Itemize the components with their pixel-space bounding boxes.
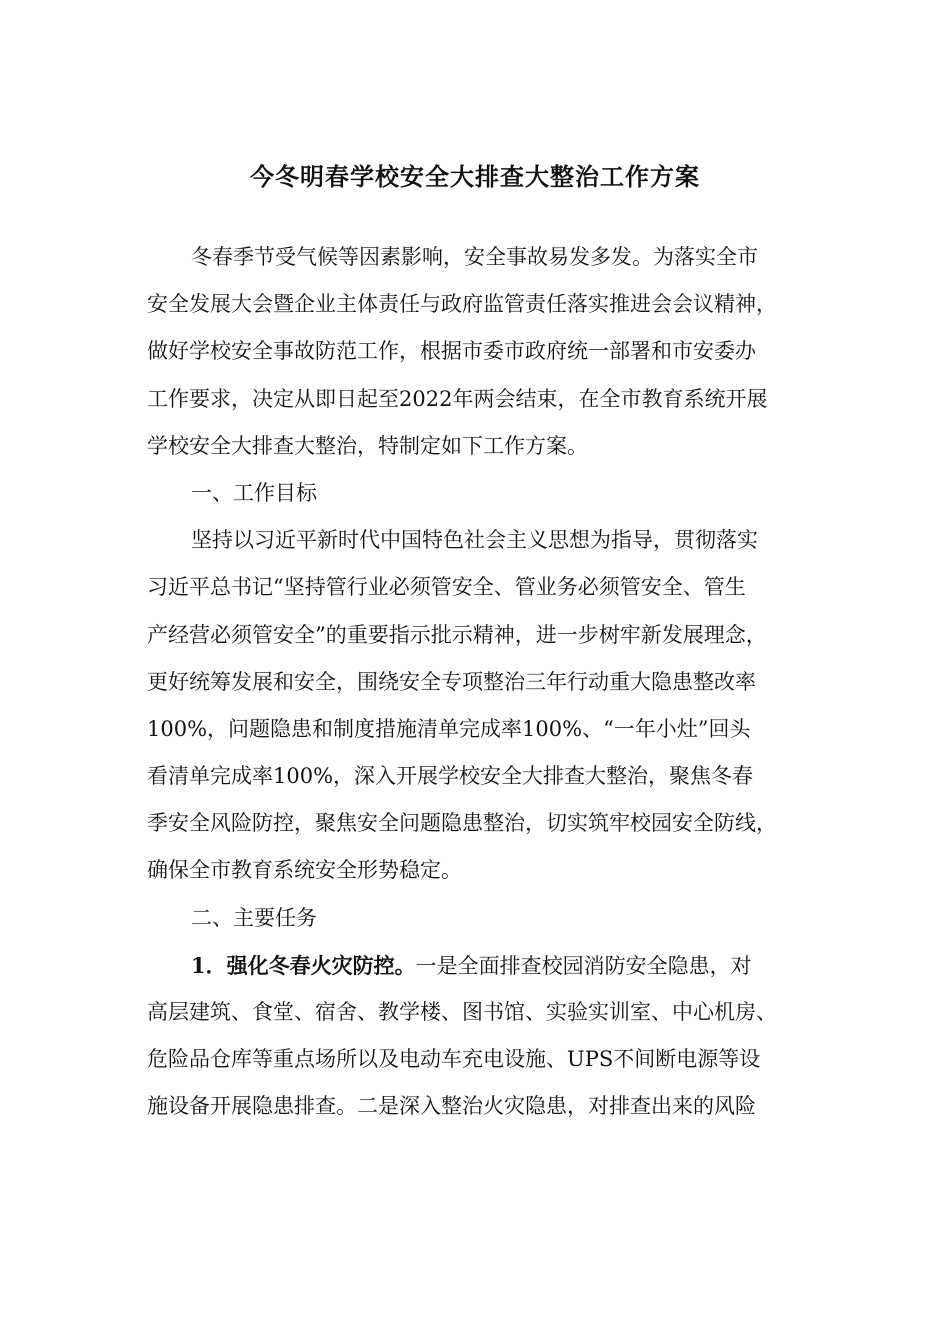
line-text: 坚持以习近平新时代中国特色社会主义思想为指导，贯彻落实 — [191, 528, 758, 553]
paragraph-line — [147, 612, 807, 659]
paragraph-line — [147, 328, 807, 375]
section-heading — [147, 470, 807, 517]
paragraph-line — [147, 1036, 807, 1083]
line-text: 季安全风险防控，聚焦安全问题隐患整治，切实筑牢校园安全防线， — [147, 811, 777, 836]
paragraph-line — [147, 564, 807, 611]
paragraph-line — [147, 942, 807, 989]
section-heading — [147, 895, 807, 942]
paragraph-line — [147, 989, 807, 1036]
line-text: 施设备开展隐患排查。二是深入整治火灾隐患，对排查出来的风险 — [147, 1094, 756, 1119]
line-text: 工作要求，决定从即日起至2022年两会结束，在全市教育系统开展 — [147, 386, 768, 411]
line-text: 安全发展大会暨企业主体责任与政府监管责任落实推进会会议精神， — [147, 292, 777, 317]
paragraph-line — [147, 753, 807, 800]
paragraph-line — [147, 1083, 807, 1130]
paragraph-line — [147, 517, 807, 564]
line-text: 做好学校安全事故防范工作，根据市委市政府统一部署和市安委办 — [147, 339, 756, 364]
line-text: 高层建筑、食堂、宿舍、教学楼、图书馆、实验实训室、中心机房、 — [147, 1000, 777, 1024]
paragraph-line — [147, 706, 807, 753]
line-text: 产经营必须管安全”的重要指示批示精神，进一步树牢新发展理念， — [147, 622, 767, 647]
paragraph-line — [147, 847, 807, 894]
paragraph-line — [147, 281, 807, 328]
heading-text: 一、工作目标 — [191, 480, 317, 505]
document-title: 今冬明春学校安全大排查大整治工作方案 — [250, 162, 700, 191]
paragraph-line — [147, 423, 807, 470]
document-body — [147, 234, 807, 1131]
heading-text: 二、主要任务 — [191, 905, 317, 930]
paragraph-line — [147, 234, 807, 281]
line-text: 学校安全大排查大整治，特制定如下工作方案。 — [147, 433, 588, 458]
paragraph-line — [147, 376, 807, 423]
line-text: 确保全市教育系统安全形势稳定。 — [147, 858, 462, 883]
line-text: 100%，问题隐患和制度措施清单完成率100%、“一年小灶”回头 — [147, 716, 751, 741]
task-lead-text: 1．强化冬春火灾防控。 — [191, 952, 416, 978]
paragraph-line — [147, 800, 807, 847]
line-text: 冬春季节受气候等因素影响，安全事故易发多发。为落实全市 — [191, 245, 758, 269]
paragraph-line — [147, 659, 807, 706]
line-text: 更好统筹发展和安全，围绕安全专项整治三年行动重大隐患整改率 — [147, 669, 756, 694]
line-text: 看清单完成率100%，深入开展学校安全大排查大整治，聚焦冬春 — [147, 764, 754, 789]
line-text: 一是全面排查校园消防安全隐患，对 — [415, 953, 752, 978]
line-text: 习近平总书记“坚持管行业必须管安全、管业务必须管安全、管生 — [147, 575, 746, 600]
line-text: 危险品仓库等重点场所以及电动车充电设施、UPS不间断电源等设 — [147, 1047, 761, 1072]
